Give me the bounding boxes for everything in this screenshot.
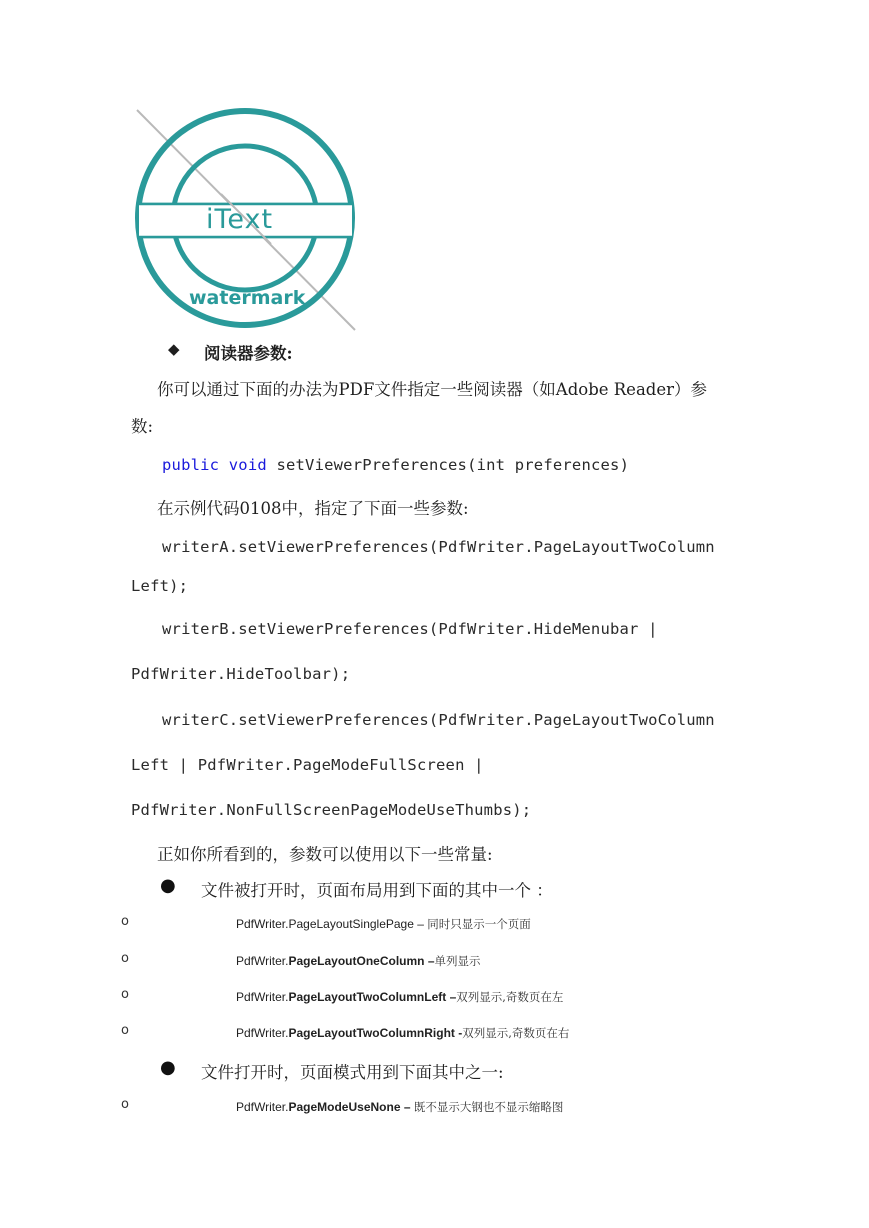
constant-separator: –: [424, 954, 435, 968]
constants-intro: 正如你所看到的，参数可以使用以下一些常量:: [157, 845, 493, 864]
group2-bullet: ●: [160, 1057, 176, 1078]
constant-separator: -: [454, 1026, 463, 1040]
keyword-public: public: [162, 456, 220, 474]
code-writer-b-line-1: writerB.setViewerPreferences(PdfWriter.HideMenubar |: [162, 620, 658, 638]
constant-name: PageLayoutTwoColumnRight: [288, 1026, 455, 1040]
constant-item: [236, 953, 481, 969]
constant-prefix: PdfWriter.: [236, 954, 289, 968]
keyword-void: void: [228, 456, 267, 474]
group1-title: 文件被打开时，页面布局用到下面的其中一个 ：: [201, 881, 553, 900]
constant-item: [236, 1025, 569, 1041]
constant-item: [236, 989, 563, 1005]
constant-name: PageLayoutTwoColumnLeft: [288, 990, 447, 1004]
constant-description: 同时只显示一个页面: [427, 917, 531, 931]
logo-bottom-text: watermark: [189, 287, 306, 309]
constant-separator: –: [413, 917, 428, 931]
intro-line-2: 数:: [131, 417, 154, 436]
constant-name: PageLayoutOneColumn: [288, 954, 425, 968]
code-writer-a-line-2: Left);: [131, 577, 189, 595]
constant-item: [236, 916, 531, 932]
itext-watermark-logo: [131, 104, 361, 336]
constant-prefix: PdfWriter.: [236, 1026, 289, 1040]
circle-bullet: o: [121, 914, 129, 929]
code-writer-c-line-2: Left | PdfWriter.PageModeFullScreen |: [131, 756, 484, 774]
constant-description: 单列显示: [434, 954, 481, 968]
code-writer-c-line-3: PdfWriter.NonFullScreenPageModeUseThumbs);: [131, 801, 532, 819]
signature-rest: setViewerPreferences(int preferences): [276, 456, 630, 474]
circle-bullet: o: [121, 951, 129, 966]
constant-description: 既不显示大钢也不显示缩略图: [413, 1100, 564, 1114]
constant-description: 双列显示,奇数页在右: [462, 1026, 570, 1040]
circle-bullet: o: [121, 1023, 129, 1038]
constant-separator: –: [446, 990, 457, 1004]
method-signature: [162, 456, 629, 474]
group2-title: 文件打开时，页面模式用到下面其中之一:: [201, 1063, 504, 1082]
constant-name: PageLayoutSinglePage: [288, 917, 414, 931]
constant-name: PageModeUseNone: [288, 1100, 401, 1114]
constant-description: 双列显示,奇数页在左: [456, 990, 564, 1004]
example-intro: 在示例代码0108中，指定了下面一些参数:: [157, 499, 469, 518]
circle-bullet: o: [121, 1097, 129, 1112]
circle-bullet: o: [121, 987, 129, 1002]
section-heading: 阅读器参数:: [204, 344, 293, 363]
group1-bullet: ●: [160, 875, 176, 896]
logo-main-text: iText: [206, 204, 274, 235]
section-diamond-bullet: ◆: [168, 340, 180, 358]
constant-prefix: PdfWriter.: [236, 917, 289, 931]
constant-prefix: PdfWriter.: [236, 1100, 289, 1114]
code-writer-c-line-1: writerC.setViewerPreferences(PdfWriter.PageLayoutTwoColumn: [162, 711, 715, 729]
constant-item: [236, 1099, 563, 1115]
constant-prefix: PdfWriter.: [236, 990, 289, 1004]
constant-separator: –: [400, 1100, 414, 1114]
code-writer-a-line-1: writerA.setViewerPreferences(PdfWriter.PageLayoutTwoColumn: [162, 538, 715, 556]
code-writer-b-line-2: PdfWriter.HideToolbar);: [131, 665, 351, 683]
intro-line-1: 你可以通过下面的办法为PDF文件指定一些阅读器（如Adobe Reader）参: [157, 380, 708, 399]
